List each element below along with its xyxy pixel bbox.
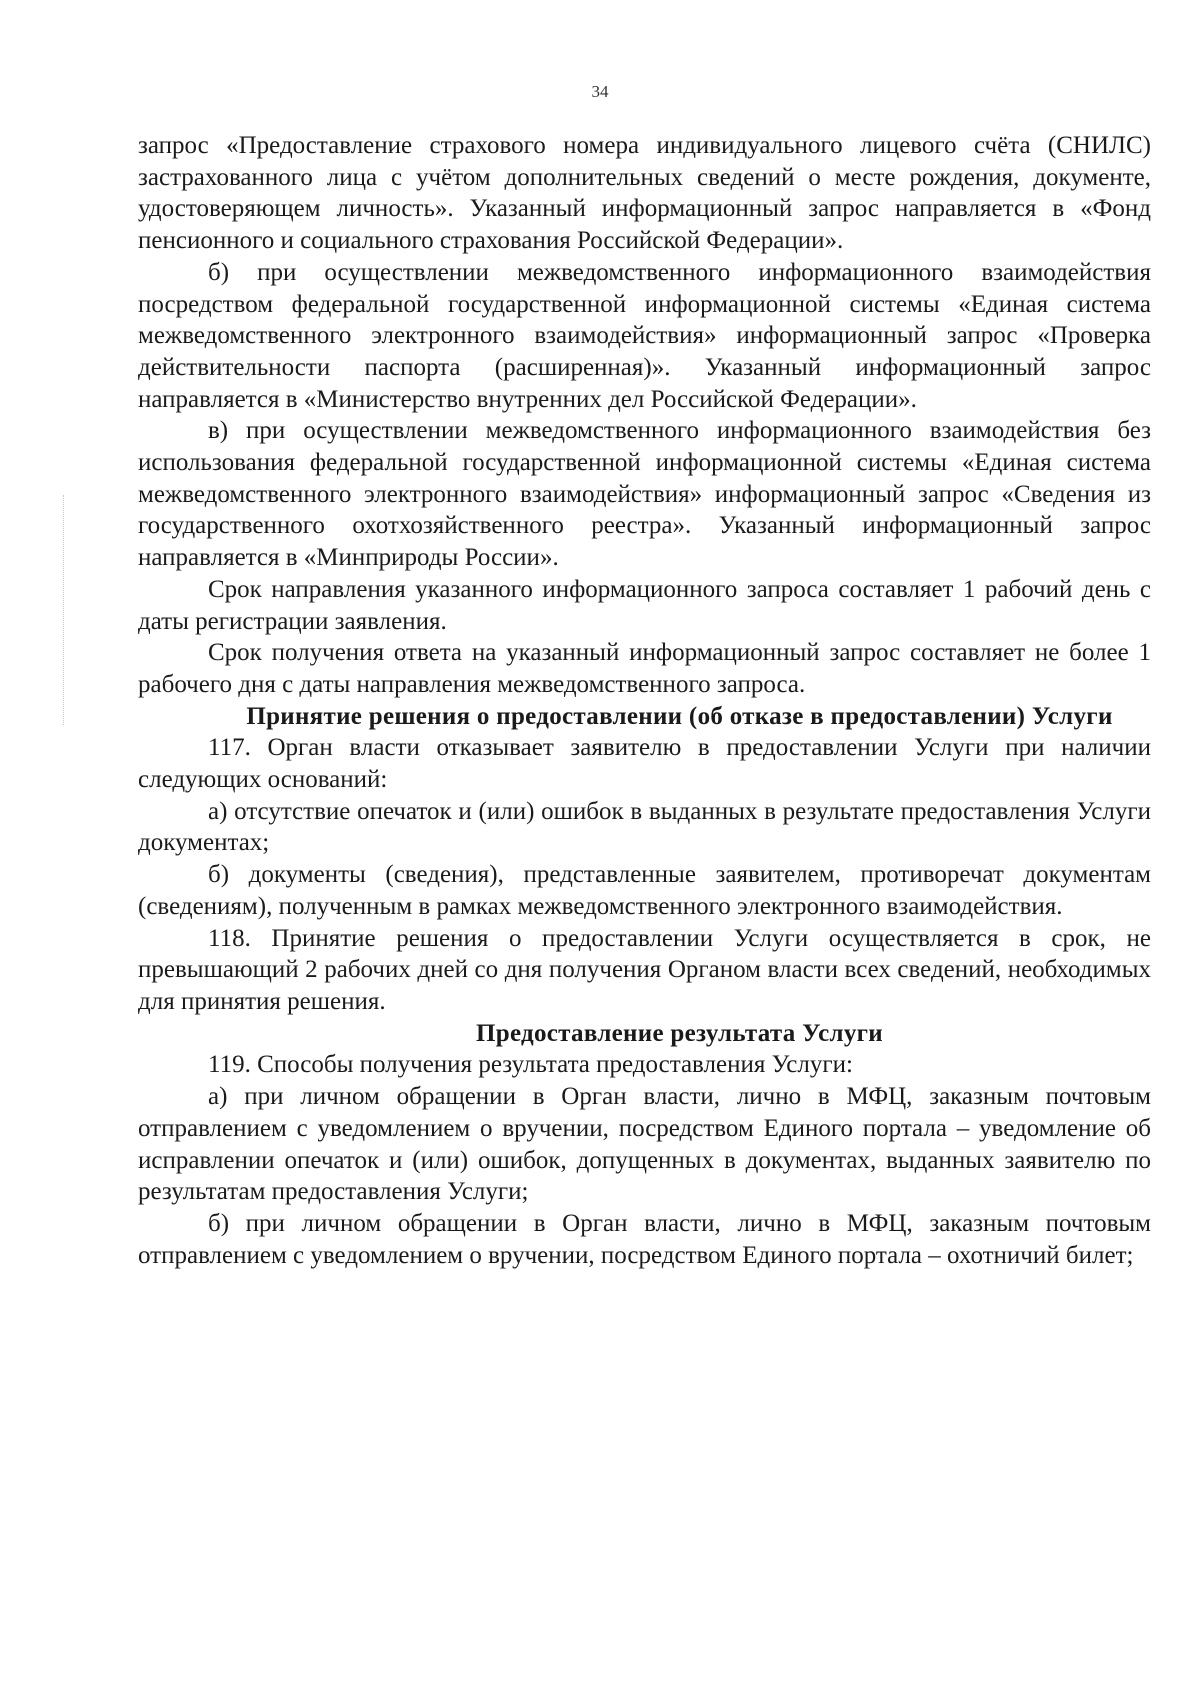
paragraph-continuation: запрос «Предоставление страхового номера индивидуального лицевого счёта (СНИЛС) застрахованного лица с учётом дополнительных сведений о месте рождения, документе, удостоверяющем личность». Указанный информационный запрос направляется в «Фонд пенсионного и социального страхования Российской Федерации». bbox=[138, 132, 1151, 255]
paragraph-119: 119. Способы получения результата предоставления Услуги: bbox=[208, 1051, 853, 1079]
paragraph-119-b: б) при личном обращении в Орган власти, лично в МФЦ, заказным почтовым отправлением с уведомлением о вручении, посредством Единого портала – охотничий билет; bbox=[138, 1209, 1151, 1269]
document-body bbox=[138, 130, 1151, 1271]
section-heading-result: Предоставление результата Услуги bbox=[476, 1019, 883, 1047]
scan-artifact bbox=[63, 495, 65, 725]
paragraph-117-b: б) документы (сведения), представленные заявителем, противоречат документам (сведениям), полученным в рамках межведомственного электронного взаимодействия. bbox=[138, 861, 1151, 920]
paragraph-request-deadline: Срок направления указанного информационного запроса составляет 1 рабочий день с даты регистрации заявления. bbox=[138, 575, 1151, 635]
paragraph-response-deadline: Срок получения ответа на указанный информационный запрос составляет не более 1 рабочего дня с даты направления межведомственного запроса. bbox=[138, 639, 1151, 698]
section-heading-decision: Принятие решения о предоставлении (об отказе в предоставлении) Услуги bbox=[246, 702, 1113, 730]
paragraph-item-b: б) при осуществлении межведомственного информационного взаимодействия посредством федеральной государственной информационной системы «Единая система межведомственного электронного взаимодействия» информационный запрос «Проверка действительности паспорта (расширенная)». Указанный информационный запрос направляется в «Министерство внутренних дел Российской Федерации». bbox=[138, 258, 1151, 413]
paragraph-118: 118. Принятие решения о предоставлении Услуги осуществляется в срок, не превышающий 2 рабочих дней со дня получения Органом власти всех сведений, необходимых для принятия решения. bbox=[138, 924, 1151, 1015]
paragraph-item-v: в) при осуществлении межведомственного информационного взаимодействия без использования федеральной государственной информационной системы «Единая система межведомственного электронного взаимодействия» информационный запрос «Сведения из государственного охотхозяйственного реестра». Указанный информационный запрос направляется в «Минприроды России». bbox=[138, 417, 1151, 572]
paragraph-117-a: а) отсутствие опечаток и (или) ошибок в выданных в результате предоставления Услуги документах; bbox=[138, 797, 1151, 857]
paragraph-117: 117. Орган власти отказывает заявителю в предоставлении Услуги при наличии следующих оснований: bbox=[138, 734, 1151, 794]
page-number: 34 bbox=[591, 82, 609, 101]
paragraph-119-a: а) при личном обращении в Орган власти, лично в МФЦ, заказным почтовым отправлением с уведомлением о вручении, посредством Единого портала – уведомление об исправлении опечаток и (или) ошибок, допущенных в документах, выданных заявителю по результатам предоставления Услуги; bbox=[138, 1083, 1151, 1206]
